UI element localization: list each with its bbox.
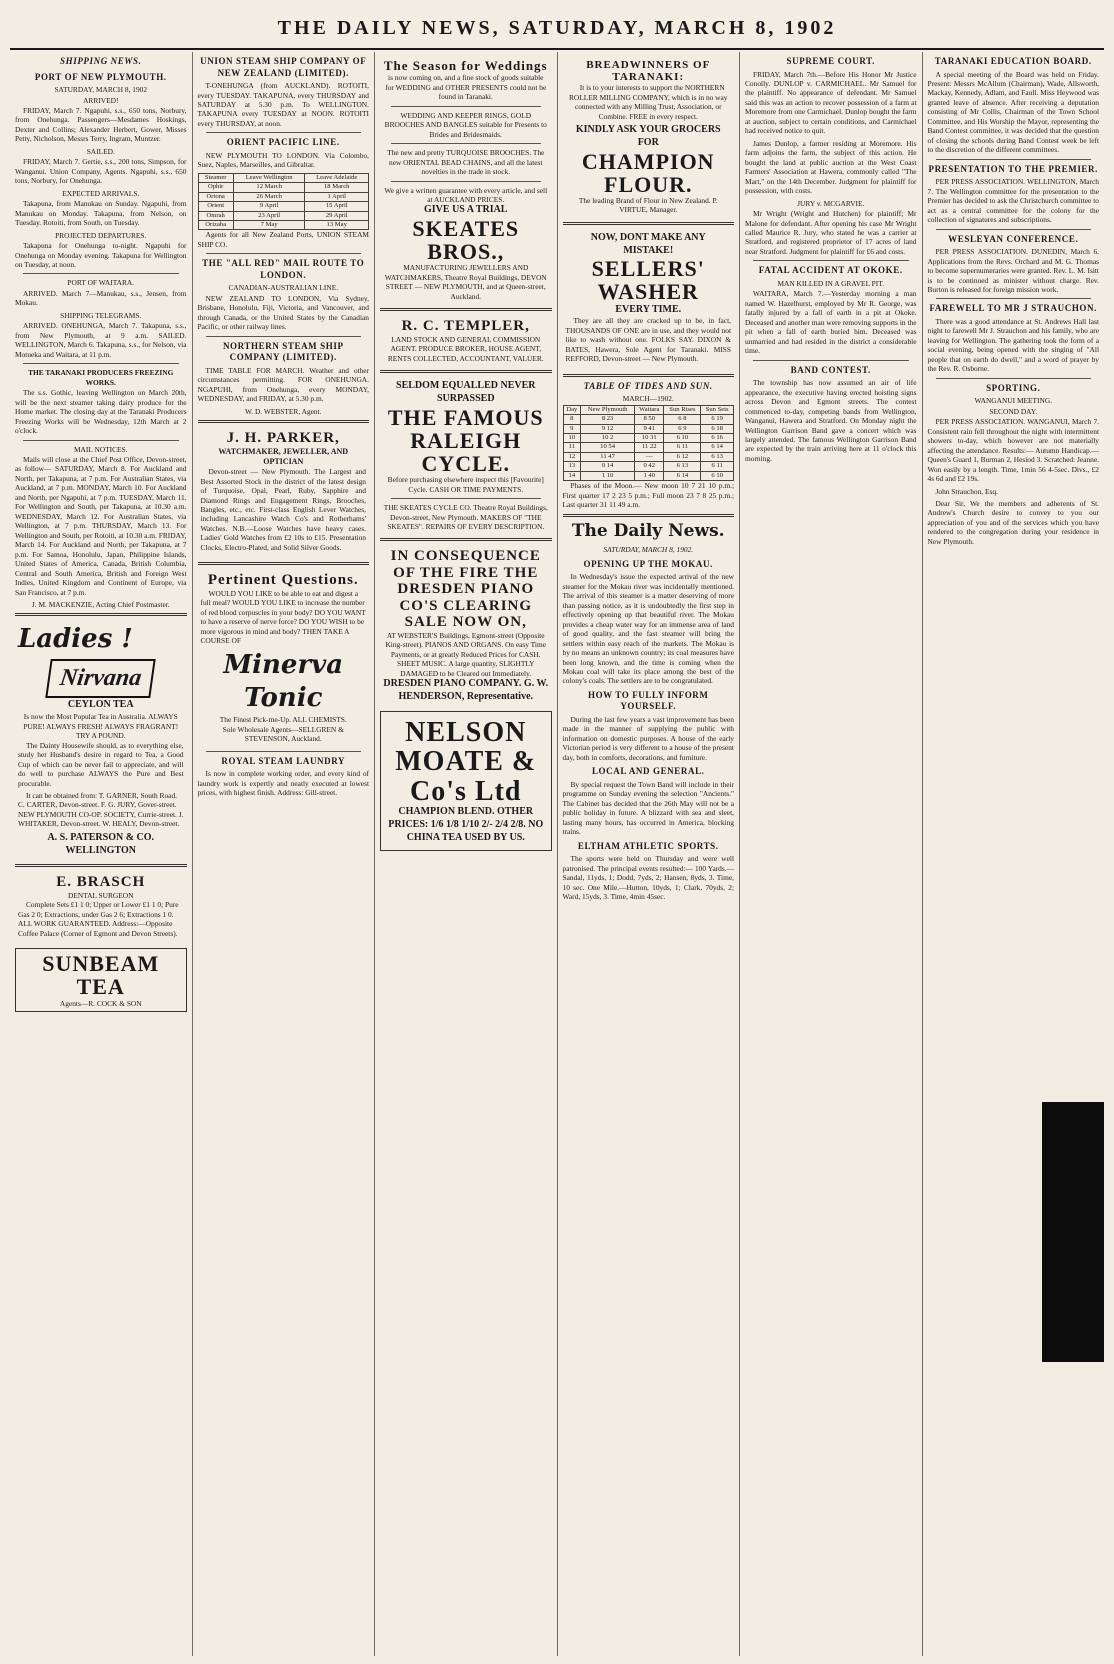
nelson-title: NELSON MOATE & Co's Ltd — [395, 716, 537, 807]
table-cell: 9 41 — [635, 424, 664, 433]
table-cell: 26 March — [233, 192, 305, 201]
table-cell: 13 — [563, 462, 581, 471]
nelson-tea-ad — [380, 711, 552, 852]
parker-text: Devon-street — New Plymouth. The Largest and Best Assorted Stock in the district of the latest design of Turquoise, Opal, Pearl, Ruby, Sapphire and Diamond Rings and Engagement Rings, Brooches, Bangles, etc., etc. First-class English Lever Watches, including Lancashire Watch Co's and Rotherhams' Watches. N.B.—Loose Watches have heavy cases. Ladies' Gold Watches from £2 10s to £15. Presentation Clocks, Electro-Plated, and Solid Silver Goods. — [200, 467, 366, 552]
inform-text: During the last few years a vast improvement has been made in the manner of supplying the public with information on domestic purposes. A house of the early Victorian period is very different to a house of the present day, both in comforts, decorations, and furniture. — [562, 714, 734, 762]
table-cell: 11 47 — [581, 452, 635, 461]
table-row — [198, 192, 369, 201]
divider — [380, 538, 552, 541]
presentation-text: PER PRESS ASSOCIATION. WELLINGTON, March 7. The Wellington committee for the presentation to the Premier has decided to ask the Christchurch committee to act as a central committee for the colony for the collection of signatures and subscriptions. — [927, 177, 1099, 225]
union-ship-text: T-ONEHUNGA (from AUCKLAND). ROTOITI, every TUESDAY. TAKAPUNA, every THURSDAY and SATURDAY at 5.30 p.m. To WELLINGTON. TAKAPUNA every TUESDAY at NOON. ROTOITI every THURSDAY, at noon. — [197, 81, 369, 128]
champion-subtitle: The leading Brand of Flour in New Zealand. P. VIRTUE, Manager. — [578, 195, 718, 215]
wedding-rings-text: WEDDING AND KEEPER RINGS, GOLD BROOCHES AND BANGLES suitable for Presents to Brides and Bridesmaids. — [384, 110, 547, 139]
telegrams-text: ARRIVED. ONEHUNGA, March 7. Takapuna, s.s., from New Plymouth, at 9 a.m. SAILED. WELLINGTON, March 6. Takapuna, s.s., for Nelson, via Motueka and Waitara, at 11 p.m. — [15, 321, 187, 359]
divider — [391, 181, 541, 182]
ceylon-heading: CEYLON TEA — [67, 699, 134, 711]
pertinent-heading: Pertinent Questions. — [207, 572, 359, 589]
band-contest-text: The township has now assumed an air of life appearance, the executive having erected hoisting signs across Devon and Egmont streets. The contest commenced to-day, competing bands from Wellington, Wanganui, Hawera and Stratford. On Monday night the Wellington Garrison Band gave a concert which was largely attended. The famous Wellington Garrison Band are expected by the train arriving here at 11 o'clock this morning. — [745, 378, 917, 463]
masthead-title: THE DAILY NEWS, SATURDAY, MARCH 8, 1902 — [277, 16, 837, 39]
expected-heading: EXPECTED ARRIVALS. — [62, 188, 140, 198]
moon-phases: Phases of the Moon.— New moon 10 7 21 10 p.m.; First quarter 17 2 23 5 p.m.; Full moon 23 7 8 25 p.m.; Last quarter 31 11 49 a.m. — [562, 481, 734, 510]
sailing-table — [198, 173, 370, 231]
table-row — [198, 221, 369, 230]
table-cell: 10 2 — [581, 434, 635, 443]
mokau-heading: OPENING UP THE MOKAU. — [583, 558, 713, 569]
divider — [936, 298, 1092, 299]
red-route-text: NEW ZEALAND TO LONDON, Via Sydney, Brisbane, Honolulu, Fiji, Victoria, and Vancouver, and through Canada, or the United States by the Canadian Pacific, or other railway lines. — [197, 293, 369, 332]
divider — [753, 360, 909, 361]
breadwinners-heading: BREADWINNERS OF TARANAKI: — [586, 59, 711, 84]
dentist-name: E. BRASCH — [56, 874, 146, 891]
table-cell: 9 April — [233, 202, 305, 211]
inform-heading: HOW TO FULLY INFORM YOURSELF. — [587, 689, 709, 712]
table-row — [563, 452, 734, 461]
sunbeam-ad — [15, 948, 187, 1012]
daily-news-date: SATURDAY, MARCH 8, 1902. — [603, 545, 694, 555]
nirvana-logo: Nirvana — [45, 659, 156, 698]
table-cell: 6 10 — [664, 434, 701, 443]
skeates-cycle-text: THE SKEATES CYCLE CO. Theatre Royal Buildings, Devon-street, New Plymouth. MAKERS OF "THE SKEATES". REPAIRS OF EVERY DESCRIPTION. — [383, 503, 548, 531]
local-general-text: By special request the Town Band will include in their programme on Sunday evening the selection "Ancients." The Cabinet has decided that the 26th May will not be a public holiday in future. A blizzard with sea and sleet, lasting many hours, has occurred in America, blocking trains. — [562, 779, 734, 837]
table-cell: 6 11 — [664, 443, 701, 452]
divider — [198, 562, 370, 565]
divider — [380, 370, 552, 373]
presentation-heading: PRESENTATION TO THE PREMIER. — [928, 163, 1098, 174]
table-header-cell: New Plymouth — [581, 405, 635, 414]
skeates-name: SKEATES BROS., — [412, 216, 520, 265]
union-ship-heading: UNION STEAM SHIP COMPANY OF NEW ZEALAND (LIMITED). — [200, 56, 367, 78]
mokau-text: In Wednesday's issue the expected arrival of the new steamer for the Mokau river was incidentally mentioned. The arrival of this steamer is a matter deserving of more than passing notice, as it is undoubtedly the first step in effectively opening up that beautiful river. The Mokau provides a cheap water way for an immense area of land of good quality, and the fast steamer will bring the settlers within easy reach of the markets. The Mokau is by no means an unknown country; its coal measures have been long known, and the time is coming when the Mokau coal will take its place among the best of the colony's coals. The settlers are to be congratulated. — [562, 572, 734, 686]
sporting-heading: SPORTING. — [986, 382, 1041, 393]
table-cell: 6 14 — [664, 471, 701, 480]
divider — [563, 374, 735, 377]
table-cell: 8 — [563, 415, 581, 424]
waitara-text: ARRIVED. March 7—Manukau, s.s., Jensen, from Mokau. — [15, 288, 187, 308]
dresden-text: AT WEBSTER'S Buildings, Egmont-street (Opposite King-street). PIANOS AND ORGANS. On easy Time Payments, or at greatly Reduced Prices for CASH. SHEET MUSIC. A large quantity, SLIGHTLY DAMAGED to be Cleared out Immediately. — [385, 630, 547, 678]
table-cell: 6 16 — [701, 434, 734, 443]
raleigh-subtitle: Before purchasing elsewhere inspect this [Favourite] Cycle. CASH OR TIME PAYMENTS. — [387, 475, 544, 494]
table-cell: 9 — [563, 424, 581, 433]
stockists-list: It can be obtained from: T. GARNER, South Road. C. CARTER, Devon-street. F. G. JURY, Gover-street. NEW PLYMOUTH CO-OP. SOCIETY, Currie-street. J. WHITAKER, Devon-street. W. HEALY, Devon-street. — [18, 791, 184, 829]
farewell-heading: FAREWELL TO MR J STRAUCHON. — [929, 303, 1097, 314]
divider — [206, 132, 362, 133]
table-cell: Orient — [198, 202, 233, 211]
sporting-text: PER PRESS ASSOCIATION. WANGANUI, March 7. Consistent rain fell throughout the night with intermittent showers to-day, which however are not materially affecting the attendance. Results:— Autumn Handicap.—Queen's Guard 1, Burman 2, Hesiod 3. Scratched: Jeanne. Won easily by a length. Time, 1min 56 4-5sec. Divs., £2 4s 6d and £2 19s. — [927, 417, 1099, 484]
sailing-table-header — [198, 173, 369, 182]
producers-heading: THE TARANAKI PRODUCERS FREEZING WORKS. — [28, 368, 174, 387]
turquoise-text: The new and pretty TURQUOISE BROOCHES. The new ORIENTAL BEAD CHAINS, and all the latest novelties in the trade in stock. — [387, 148, 545, 177]
divider — [206, 253, 362, 254]
masthead — [10, 8, 1104, 50]
tides-table-header — [563, 405, 734, 414]
divider — [23, 440, 179, 441]
divider — [563, 514, 735, 517]
table-cell: 8 50 — [635, 415, 664, 424]
pertinent-text: WOULD YOU LIKE to be able to eat and digest a full meal? WOULD YOU LIKE to increase the number of red blood corpuscles in your body? DO YOU WANT to have a reserve of nerve force? DO YOU WISH to be more vigorous in mind and body? THEN TAKE A COURSE OF — [200, 588, 366, 646]
dresden-signature: DRESDEN PIANO COMPANY. G. W. HENDERSON, Representative. — [383, 678, 549, 703]
divider — [198, 420, 370, 423]
expected-text: Takapuna, from Manukau on Sunday. Ngapuhi, from Manukau on Monday. Takapuna, from Nelson, on Tuesday. Rotoiti, from South, on Tuesday. — [15, 199, 187, 228]
table-cell: 6 14 — [701, 443, 734, 452]
table-cell: 12 — [563, 452, 581, 461]
column-6 — [923, 52, 1105, 1656]
table-cell: 9 12 — [581, 424, 635, 433]
column-3 — [375, 52, 558, 1656]
tides-subheading: MARCH—1902. — [622, 394, 674, 404]
orient-pacific-heading: ORIENT PACIFIC LINE. — [226, 137, 340, 148]
jury-text: Mr Wright (Wright and Hutchen) for plaintiff; Mr Malone for defendant. After opening his case Mr Wright called Maurice R. Jury, who stated he was a carrier at Stratford, and registered proprietor of 17 acres of land near Stratford. Judgment for plaintiff for £6 and costs. — [745, 209, 917, 256]
table-cell: 29 April — [305, 211, 369, 220]
red-route-heading: THE "ALL RED" MAIL ROUTE TO LONDON. — [202, 258, 365, 280]
mails-text: Mails will close at the Chief Post Office, Devon-street, as follow— SATURDAY, March 8. For Auckland and North, per Takapuna, at 7 p.m. For Australian States, via Auckland, at 7 p.m. MONDAY, March 10. For Auckland and North, per Ngapuhi, at 7 p.m. TUESDAY, March 11. For Wellington and South, per Takapuna, at 10.30 a.m. WEDNESDAY, March 12. For Australian States, via Wellington, at 7 p.m. THURSDAY, March 13. For Wellington and South, per Rotoiti, at 10.30 a.m. FRIDAY, March 14. For Auckland and North, per Takapuna, at 7 p.m. For Samoa, Honolulu, Japan, Philippine Islands, United States of America, Canada, British Columbia, Central and South America, British and Foreign West Indies, United Kingdom and Continent of Europe, via San Francisco, at 7 p.m. — [15, 454, 187, 597]
table-cell: 6 12 — [664, 452, 701, 461]
divider — [936, 378, 1092, 379]
divider — [936, 229, 1092, 230]
table-cell: 11 22 — [635, 443, 664, 452]
table-row — [563, 434, 734, 443]
dresden-heading: IN CONSEQUENCE OF THE FIRE THE DRESDEN PIANO CO'S CLEARING SALE NOW ON, — [390, 548, 541, 631]
divider — [15, 864, 187, 867]
mails-signature: J. M. MACKENZIE, Acting Chief Postmaster. — [31, 600, 170, 609]
table-cell: 6 11 — [701, 462, 734, 471]
fatal-accident-subheading: MAN KILLED IN A GRAVEL PIT. — [777, 278, 885, 288]
minerva-agents: Sole Wholesale Agents—SELLGREN & STEVENSON, Auckland. — [222, 724, 344, 744]
daily-news-nameplate: The Daily News. — [571, 520, 725, 541]
breadwinners-text: It is to your interests to support the NORTHERN ROLLER MILLING COMPANY, which is in no way connected with any Milling Trust, Association, or Combine. FREE in every respect. — [569, 83, 728, 121]
table-row — [198, 211, 369, 220]
table-cell: 6 13 — [664, 462, 701, 471]
orient-pacific-text: NEW PLYMOUTH TO LONDON. Via Colombo, Suez, Naples, Marseilles, and Gibraltar. — [197, 150, 369, 170]
parker-subtitle: WATCHMAKER, JEWELLER, AND OPTICIAN — [218, 446, 349, 466]
education-board-heading: TARANAKI EDUCATION BOARD. — [934, 56, 1092, 66]
sporting-day: SECOND DAY. — [989, 406, 1038, 416]
shipping-heading: SHIPPING NEWS. — [60, 56, 142, 66]
table-cell: 8 23 — [581, 415, 635, 424]
divider — [753, 260, 909, 261]
table-cell: 1 40 — [635, 471, 664, 480]
table-cell: 12 March — [233, 183, 305, 192]
table-cell: 11 — [563, 443, 581, 452]
table-cell: 6 9 — [664, 424, 701, 433]
shipping-date: SATURDAY, MARCH 8, 1902 — [54, 85, 148, 95]
orient-pacific-note: Agents for all New Zealand Ports, UNION STEAM SHIP CO. — [197, 230, 369, 249]
divider — [15, 613, 187, 616]
wedding-text: is now coming on, and a fine stock of goods suitable for WEDDING and OTHER PRESENTS could not be found in Taranaki. — [385, 73, 547, 102]
education-board-text: A special meeting of the Board was held on Friday. Present: Messrs McAllum (Chairman), Wade, Allsworth, Mackay, Kennedy, Adlam, and Faull. Miss Heywood was granted leave of absence. After receiving a deputation consisting of Mr Collis, Chairman of the Town School Committee, and His Worship the Mayor, representing the Band Contest committee, it was decided that the question of closing the schools during Band Contest week be left to the discretion of the different committees. — [927, 69, 1099, 155]
table-cell: 14 — [563, 471, 581, 480]
band-contest-heading: BAND CONTEST. — [790, 364, 871, 375]
table-cell: 6 13 — [701, 452, 734, 461]
table-row — [563, 471, 734, 480]
tides-table — [563, 405, 735, 482]
skeates-jewellery-ad — [380, 56, 552, 304]
dresden-ad — [380, 545, 552, 706]
table-cell: 1 10 — [581, 471, 635, 480]
nelson-subtitle: CHAMPION BLEND. OTHER PRICES: 1/6 1/8 1/10 2/- 2/4 2/8. NO CHINA TEA USED BY US. — [388, 806, 544, 843]
local-general-heading: LOCAL AND GENERAL. — [591, 766, 705, 777]
eltham-sports-text: The sports were held on Thursday and were well patronised. The principal events resulted:— 100 Yards.—Sandal, 11yds, 1; Dodd, 7yds, 2; Hansen, 8yds, 3. Time, 10 sec. One Mile.—Hutton, 10yds, 1; Clark, 70yds, 2; Ward, 15yds, 3. Time, 4min 45sec. — [562, 854, 734, 902]
laundry-text: Is now in complete working order, and every kind of laundry work is expertly and neatly executed at lowest prices, with highest finish. Address: Gill-street. — [197, 769, 369, 798]
seldom-equalled: SELDOM EQUALLED NEVER SURPASSED — [396, 380, 536, 405]
champion-flour: CHAMPION FLOUR. — [581, 148, 715, 197]
table-cell: 1 April — [305, 192, 369, 201]
northern-ship-heading: NORTHERN STEAM SHIP COMPANY (LIMITED). — [222, 340, 344, 363]
table-cell: 0 14 — [581, 462, 635, 471]
table-row — [563, 415, 734, 424]
table-cell: 10 — [563, 434, 581, 443]
column-2 — [193, 52, 376, 1656]
wholesale-agents: A. S. PATERSON & CO. WELLINGTON — [47, 831, 155, 856]
table-cell: 7 May — [233, 221, 305, 230]
scan-damage-blot — [1042, 1102, 1104, 1362]
divider — [391, 143, 541, 144]
dentist-prices: Complete Sets £1 1 0; Upper or Lower £1 1 0; Pure Gas 2 0; Extractions, under Gas 2 6; Extractions 1 0. ALL WORK GUARANTEED. Address:—Opposite Coffee Palace (Corner of Egmont and Devon Streets). — [18, 900, 179, 938]
sailed-text: FRIDAY, March 7. Gertie, s.s., 200 tons, Simpson, for Wanganui. Union Company, Agents. Ngapuhi, s.s., 650 tons, Norbury, for Onehunga. — [15, 157, 187, 186]
farewell-text: There was a good attendance at St. Andrews Hall last night to farewell Mr J. Strauchon and his family, who are leaving for Wellington. The gathering took the form of a social evening, being opened with the singing of "All people that on earth do dwell," and a word of prayer by the Rev. R. Osborne. — [927, 316, 1099, 374]
skeates-address: MANUFACTURING JEWELLERS AND WATCHMAKERS, Theatre Royal Buildings, DEVON STREET — NEW PLYMOUTH, and at Queen-street, Auckland. — [384, 263, 547, 301]
table-cell: 18 March — [305, 183, 369, 192]
supreme-court-text: FRIDAY, March 7th.—Before His Honor Mr Justice Conolly. DUNLOP v. CARMICHAEL. Mr Samuel for the plaintiff. No appearance of defendant. Mr Samuel said this was an action to recover possession of a farm at Moremore from one Carmichael. Dunlop bought the farm at auction, subject to certain conditions, and Carmichael had received notice to quit. — [745, 69, 917, 136]
ceylon-tagline: Is now the Most Popular Tea in Australia. ALWAYS PURE! ALWAYS FRESH! ALWAYS FRAGRANT! TRY A POUND. — [23, 712, 179, 741]
laundry-heading: ROYAL STEAM LAUNDRY — [221, 755, 346, 766]
table-row — [563, 462, 734, 471]
table-cell: 0 42 — [635, 462, 664, 471]
mistake-heading: NOW, DONT MAKE ANY MISTAKE! — [590, 231, 706, 256]
divider — [23, 273, 179, 274]
column-5 — [740, 52, 923, 1656]
column-4 — [558, 52, 741, 1656]
wedding-heading: The Season for Weddings — [383, 58, 548, 73]
fatal-accident-heading: FATAL ACCIDENT AT OKOKE. — [758, 265, 903, 276]
table-cell: 10 54 — [581, 443, 635, 452]
sellers-subtitle: EVERY TIME. — [615, 303, 682, 315]
nirvana-ad — [15, 620, 187, 860]
guarantee-text: We give a written guarantee with every article, and sell at AUCKLAND PRICES. — [384, 185, 548, 204]
dentist-subtitle: DENTAL SURGEON — [68, 890, 134, 900]
table-cell: 13 May — [305, 221, 369, 230]
table-cell: 6 8 — [664, 415, 701, 424]
dentist-ad — [15, 871, 187, 944]
ladies-heading: Ladies ! — [18, 624, 133, 655]
sellers-title: SELLERS' WASHER — [591, 256, 705, 305]
raleigh-ad — [380, 377, 552, 534]
divider — [391, 106, 541, 107]
divider — [936, 159, 1092, 160]
waitara-heading: PORT OF WAITARA. — [67, 278, 135, 288]
minerva-subtitle: The Finest Pick-me-Up. ALL CHEMISTS. — [219, 715, 347, 725]
port-heading: PORT OF NEW PLYMOUTH. — [34, 71, 167, 82]
projected-heading: PROJECTED DEPARTURES. — [55, 230, 147, 240]
table-row — [563, 424, 734, 433]
table-row — [563, 443, 734, 452]
arrived-heading: ARRIVED! — [83, 95, 119, 105]
jury-heading: JURY v. MCGARVIE. — [797, 198, 865, 208]
table-cell: — — [635, 452, 664, 461]
eltham-sports-heading: ELTHAM ATHLETIC SPORTS. — [577, 840, 719, 851]
projected-text: Takapuna for Onehunga to-night. Ngapuhi for Onehunga on Monday evening. Takapuna for Wellington on Tuesday, at noon. — [15, 241, 187, 269]
telegrams-heading: SHIPPING TELEGRAMS. — [60, 310, 142, 320]
parker-name: J. H. PARKER, — [226, 430, 340, 447]
table-header-cell: Waitara — [635, 405, 664, 414]
table-cell: Omrah — [198, 211, 233, 220]
table-header-cell: Leave Adelaide — [305, 173, 369, 182]
sporting-subheading: WANGANUI MEETING. — [974, 396, 1053, 406]
kindly-ask: KINDLY ASK YOUR GROCERS FOR — [575, 124, 721, 148]
northern-ship-signature: W. D. WEBSTER, Agent. — [244, 406, 322, 416]
table-cell: 6 19 — [701, 415, 734, 424]
supreme-court-heading: SUPREME COURT. — [786, 56, 875, 66]
templer-name: R. C. TEMPLER, — [401, 318, 530, 335]
letter-salutation: John Strauchon, Esq. — [935, 486, 998, 496]
mails-heading: MAIL NOTICES. — [73, 444, 128, 454]
table-cell: Orizaba — [198, 221, 233, 230]
raleigh-title: THE FAMOUS RALEIGH CYCLE. — [387, 404, 544, 476]
table-row — [198, 183, 369, 192]
templer-ad — [380, 315, 552, 366]
sunbeam-agents: Agents—R. COCK & SON — [59, 998, 142, 1008]
table-header-cell: Sun Sets — [701, 405, 734, 414]
table-cell: 10 31 — [635, 434, 664, 443]
northern-ship-text: TIME TABLE FOR MARCH. Weather and other circumstances permitting. FOR ONEHUNGA. NGAPUHI, from Onehunga, every MONDAY, WEDNESDAY, and FRIDAY, at 5.30 p.m. — [197, 365, 369, 404]
column-1 — [10, 52, 193, 1656]
table-cell: 6 10 — [701, 471, 734, 480]
divider — [563, 222, 735, 225]
table-row — [198, 202, 369, 211]
northern-milling-ad — [563, 56, 735, 218]
wesleyan-heading: WESLEYAN CONFERENCE. — [948, 233, 1079, 244]
arrived-text: FRIDAY, March 7. Ngapuhi, s.s., 650 tons, Norbury, from Onehunga. Passengers—Mesdames Hoskings, Dexter and Collins; Alexander Herbert, Gower, Misses Petty, Nicholson, Messrs Terry, Ingram, Muntzer. — [15, 105, 187, 144]
sellers-text: They are all they are cracked up to be, in fact, THOUSANDS OF ONE are in use, and they would not like to wash without one. FOLKS SAY. DIXON & BATES, Hawera, Sole Agent for Taranaki. MISS REFFORD, Devon-street — New Plymouth. — [565, 316, 731, 364]
divider — [206, 751, 362, 752]
table-cell: 6 18 — [701, 424, 734, 433]
supreme-court-text-2: James Dunlop, a farmer residing at Moremore. His farm adjoins the farm, the subject of this action. He bought the land at public auction at the West Coast Farmers' Association at Hawera, commonly called "The Mart," on the 14th December. Judgment for plaintiff for possession, with costs. — [745, 138, 917, 196]
divider — [380, 308, 552, 311]
sunbeam-title: SUNBEAM TEA — [42, 951, 160, 1000]
ceylon-body: The Dainty Housewife should, as to everything else, study her Husband's desire in regard to Tea, a Good Cup of which can be never fail to appreciate, and will do well to purchase ALWAYS the Pure and Best procurable. — [18, 740, 184, 788]
table-header-cell: Steamer — [198, 173, 233, 182]
minerva-ad — [198, 569, 370, 746]
sellers-washer-ad — [563, 229, 735, 370]
divider — [391, 498, 541, 499]
templer-text: LAND STOCK AND GENERAL COMMISSION AGENT. PRODUCE BROKER, HOUSE AGENT, RENTS COLLECTED, ACCOUNTANT, VALUER. — [387, 334, 544, 363]
wesleyan-text: PER PRESS ASSOCIATION. DUNEDIN, March 6. Applications from the Revs. Orchard and M. G. Thomas to become supernumeraries were granted. Rev. L. M. Isitt is to be continued as minister without charge. Rev. Burton is released for foreign mission work. — [927, 247, 1099, 294]
minerva-logo: Minerva Tonic — [223, 649, 344, 713]
table-header-cell: Leave Wellington — [233, 173, 305, 182]
give-trial-text: GIVE US A TRIAL — [424, 204, 508, 216]
table-cell: Ortona — [198, 192, 233, 201]
columns — [10, 52, 1104, 1656]
tides-heading: TABLE OF TIDES AND SUN. — [583, 380, 713, 391]
producers-text: The s.s. Gothic, leaving Wellington on March 20th, will be the next steamer taking dairy produce for the Home market. The closing day at the Taranaki Producers Freezing Works will be Wednesday, 12th March at 2 o'clock. — [15, 388, 187, 436]
divider — [23, 363, 179, 364]
sailed-heading: SAILED. — [86, 146, 115, 156]
table-header-cell: Day — [563, 405, 581, 414]
parker-ad — [198, 427, 370, 558]
fatal-accident-text: WAITARA, March 7.—Yesterday morning a man named W. Hazelhurst, employed by Mr R. George, was fatally injured by a fall of earth in a pit at Okoke. Deceased and another man were removing supports in the pit when a fall of earth buried him. Deceased was unmarried and had resided in the district a considerable time. — [745, 289, 917, 356]
table-cell: 23 April — [233, 211, 305, 220]
red-route-subheading: CANADIAN-AUSTRALIAN LINE. — [228, 283, 339, 293]
table-cell: 15 April — [305, 202, 369, 211]
letter-text: Dear Sir, We the members and adherents of St. Andrew's Church desire to convey to you our appreciation of you and of the services which you have rendered to the congregation during your residence in New Plymouth. — [927, 498, 1099, 546]
divider — [206, 336, 362, 337]
table-cell: Ophir — [198, 183, 233, 192]
table-header-cell: Sun Rises — [664, 405, 701, 414]
